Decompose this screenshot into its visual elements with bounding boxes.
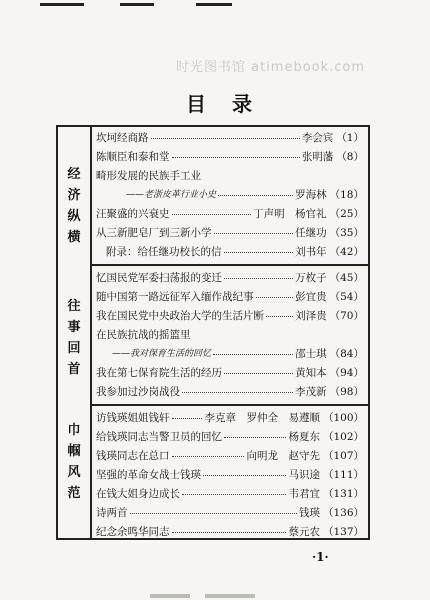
entry-title: ——我对保育生活的回忆	[112, 349, 212, 359]
entry-page: （111）	[322, 469, 364, 481]
page-title: 目录	[186, 92, 278, 116]
section-label-memories: 往 事 回 首	[67, 299, 81, 377]
entry-title: 在钱大姐身边成长	[96, 488, 180, 500]
entry-page: （8）	[336, 151, 364, 163]
entry-title: 坚强的革命女战士钱瑛	[96, 469, 201, 481]
entry-page: （45）	[329, 272, 364, 284]
entry-page: （1）	[336, 132, 364, 144]
entry-page: （107）	[322, 450, 364, 462]
entry-title: 忆国民党军委扫荡报的变迁	[96, 272, 222, 284]
entry-title: 陈顺臣和泰和堂	[96, 151, 170, 163]
entry-title: ——老浙皮革行业小史	[126, 190, 217, 200]
entry-page: （102）	[322, 431, 364, 443]
toc-entry[interactable]	[96, 288, 364, 306]
watermark: 时光图书馆 atimebook.com	[176, 60, 366, 75]
page-number: ·1·	[312, 550, 329, 564]
entry-page: （98）	[329, 386, 364, 398]
entry-author: 向明龙 赵守先	[246, 450, 320, 462]
entry-author: 万枚子	[295, 272, 327, 284]
entry-author: 彭宜贵	[295, 291, 327, 303]
toc-entry[interactable]	[96, 428, 364, 446]
entry-page: （137）	[322, 526, 364, 538]
toc-entry[interactable]	[96, 364, 364, 382]
section-divider	[92, 404, 368, 406]
entry-author: 蔡元农	[288, 526, 320, 538]
entry-page: （42）	[329, 246, 364, 258]
toc-entry[interactable]	[96, 447, 364, 465]
entry-author: 黄知本	[295, 367, 327, 379]
entry-author: 任继功	[295, 227, 327, 239]
entry-title: 访钱瑛姐姐钱轩	[96, 412, 170, 424]
entry-title: 给钱瑛同志当警卫员的回忆	[96, 431, 222, 443]
entry-title: 诗两首	[96, 507, 128, 519]
entry-author: 韦君宜	[288, 488, 320, 500]
entry-title: 汪聚盛的兴衰史	[96, 208, 170, 220]
entry-page: （70）	[329, 310, 364, 322]
toc-entry[interactable]	[96, 466, 364, 484]
entry-title: 钱瑛同志在总口	[96, 450, 170, 462]
toc-entry[interactable]	[96, 129, 364, 147]
entry-page: （25）	[329, 208, 364, 220]
entry-author: 张明藩	[301, 151, 334, 163]
entry-title: 坎坷经商路	[96, 132, 149, 144]
toc-entry[interactable]	[96, 409, 364, 427]
toc-entry[interactable]	[96, 205, 364, 223]
entry-author: 罗海林	[295, 189, 327, 201]
entry-author: 李会宾	[301, 132, 334, 144]
toc-entry[interactable]	[96, 148, 364, 166]
entry-author: 刘泽贵	[295, 310, 327, 322]
entry-title: 从三新肥皂厂到三新小学	[96, 227, 212, 239]
entry-page: （54）	[329, 291, 364, 303]
section-label-economy: 经 济 纵 横	[67, 167, 81, 245]
entry-page: （94）	[329, 367, 364, 379]
toc-entry[interactable]	[96, 326, 364, 344]
toc-entries	[92, 127, 368, 538]
entry-author: 马识途	[288, 469, 320, 481]
entry-author: 杨夏东	[288, 431, 320, 443]
entry-title: 随中国第一路远征军入缅作战纪事	[96, 291, 254, 303]
entry-title: 附录：给任继功校长的信	[106, 246, 222, 258]
entry-author: 邵士琪	[295, 348, 327, 360]
entry-page: （84）	[329, 348, 364, 360]
entry-author: 钱瑛	[298, 507, 320, 519]
top-scan-marks	[0, 0, 430, 10]
entry-title: 在民族抗战的摇篮里	[96, 329, 191, 341]
entry-page: （136）	[322, 507, 364, 519]
bottom-scan-marks	[0, 592, 430, 600]
entry-title: 我在第七保育院生活的经历	[96, 367, 222, 379]
toc-entry[interactable]	[96, 383, 364, 401]
toc-entry[interactable]	[96, 224, 364, 242]
toc-entry[interactable]	[96, 485, 364, 503]
entry-title: 畸形发展的民族手工业	[96, 170, 201, 182]
toc-entry[interactable]	[96, 523, 364, 541]
entry-page: （131）	[322, 488, 364, 500]
entry-title: 我参加过沙岗战役	[96, 386, 180, 398]
entry-title: 纪念余鸣华同志	[96, 526, 170, 538]
entry-page: （18）	[329, 189, 364, 201]
entry-title: 我在国民党中央政治大学的生活片断	[96, 310, 264, 322]
toc-table	[56, 125, 370, 540]
entry-author: 李克章 罗仲全 易遵顺	[204, 412, 320, 424]
entry-page: （35）	[329, 227, 364, 239]
section-label-heroines: 巾 帼 风 范	[67, 423, 81, 501]
entry-author: 丁声明 杨官礼	[253, 208, 327, 220]
toc-entry-subtitle[interactable]	[96, 186, 364, 204]
toc-entry[interactable]	[96, 307, 364, 325]
section-sidebar	[58, 127, 92, 538]
section-divider	[92, 264, 368, 266]
toc-entry[interactable]	[96, 269, 364, 287]
toc-entry[interactable]	[96, 167, 364, 185]
entry-author: 刘书年	[295, 246, 327, 258]
entry-page: （100）	[322, 412, 364, 424]
toc-entry[interactable]	[96, 504, 364, 522]
entry-author: 李茂新	[295, 386, 327, 398]
toc-entry-subtitle[interactable]	[96, 345, 364, 363]
toc-entry[interactable]	[96, 243, 364, 261]
